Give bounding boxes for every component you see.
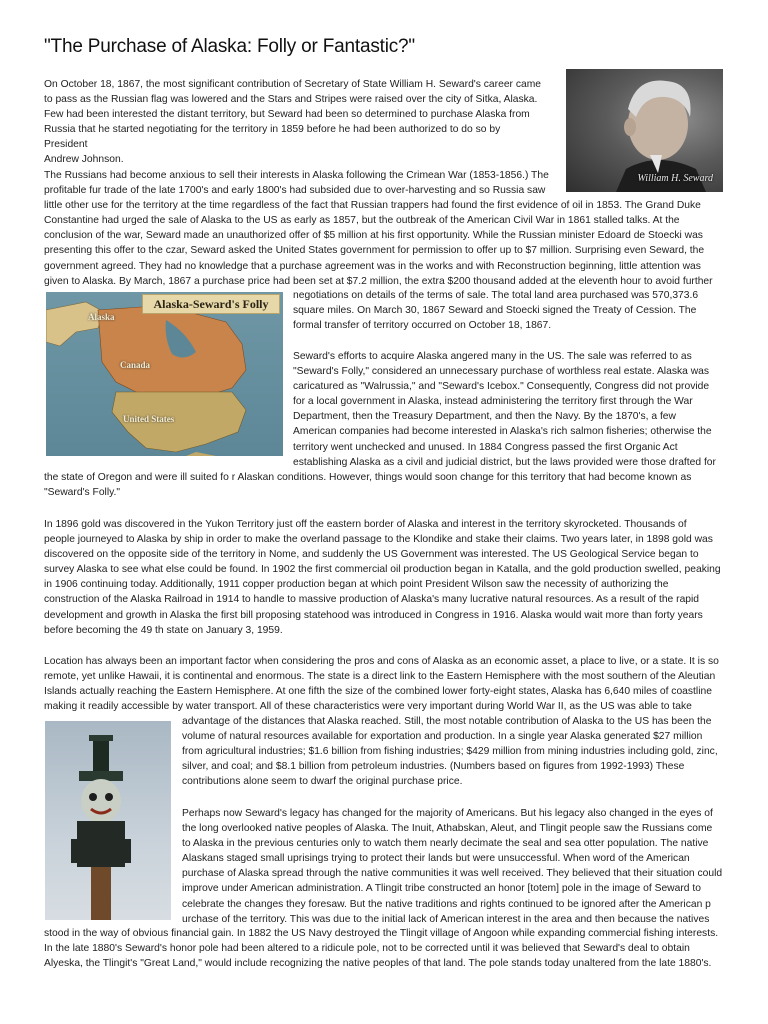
paragraph-oregon-laws (44, 470, 729, 500)
text-line: making it readily accessible by water transport. All of these characteristics were very important during World War II, as the US was able to take (44, 701, 692, 713)
text-line: establishing Alaska as a civil and judicial district, but the laws provided were those drafted for (293, 456, 716, 468)
alaska-map-image (46, 292, 283, 456)
text-line: conclusion of the war, Seward made an unauthorized offer of $5 million at his first opportunity. While the Russian minister Edoard de Stoecki was (44, 230, 703, 242)
paragraph-intro (44, 77, 544, 168)
text-line: "Seward's Folly," considered an unnecessary purchase of worthless real estate. Alaska was (293, 366, 710, 378)
text-line: territory went unchecked and unused. In 1884 Congress passed the first Organic Act (293, 441, 678, 453)
map-label-alaska: Alaska (88, 312, 115, 322)
paragraph-russian-sale (44, 168, 729, 289)
text-line: Constantine had urged the sale of Alaska to the US as early as 1857, but the outbreak of the American Civil War in 1861 stalled talks. At the (44, 215, 680, 227)
text-line: negotiations on details of the terms of sale. The total land area purchased was 570,373.6 (293, 290, 699, 301)
north-america-map-illustration (46, 292, 283, 456)
text-line: silver, and coal; and $8.1 billion from petroleum industries. (Numbers based on figures from 1992-1993) These (182, 761, 685, 773)
text-line: In the late 1880's Seward's honor pole had been altered to a ridicule pole, not to be corrected until it was believed that Seward's deal to obtain (44, 943, 690, 955)
text-line: development and growth in Alaska the first bill proposing statehood was introduced in Congress in 1916. Alaska would wait more than forty years (44, 609, 703, 621)
text-line: The Russians had become anxious to sell their interests in Alaska following the Crimean War (1853-1856.) The (44, 170, 549, 181)
text-line: people journeyed to Alaska by ship in order to make the overland passage to the Klondike and stake their claims. Two years later, in 1898 gold was (44, 534, 713, 546)
text-line: to pass as the Russian flag was lowered and the Stars and Stripes were raised over the city of Sitka, Alaska. (44, 94, 538, 106)
paragraph-native-peoples (182, 806, 727, 927)
text-line: construction of the Alaska Railroad in 1914 to handle to massive production of Alaska's many lucrative natural resources. As a result of the rapid (44, 594, 700, 606)
text-line: remote, yet unlike Hawaii, it is continental and enormous. The state is a direct link to the Eastern Hemisphere with the most southern of the Aleutian (44, 671, 716, 683)
map-label-united-states: United States (123, 414, 175, 424)
text-line: Alaskans staged small uprisings trying to protect their lands but were unsuccessful. When word of the American (182, 853, 690, 865)
paragraph-honor-pole (44, 926, 729, 971)
text-line: advantage of the distances that Alaska reached. Still, the most notable contribution of Alaska to the US has been the (182, 716, 712, 727)
text-line: purchase of Alaska spread through the native communities it was well received. They believed that their situation could (182, 868, 723, 880)
text-line: On October 18, 1867, the most significant contribution of Secretary of State William H. Seward's career came (44, 79, 542, 90)
text-line: presenting this offer to the czar, Seward asked the United States government for permission to offer up to $7 million. Surprising even Seward, the (44, 245, 705, 257)
paragraph-treaty (293, 288, 723, 333)
text-line: Islands actually reaching the Eastern Hemisphere. At one fifth the size of the combined lower forty-eight states, Alaska has 6,640 miles of coastline (44, 686, 712, 698)
text-line: volume of natural resources available for exportation and production. In a single year Alaska generated $27 million (182, 731, 703, 743)
text-line: American companies had become interested in Alaska's rich salmon fisheries; otherwise the (293, 426, 712, 438)
text-line: for a local government in Alaska, instead administering the territory first through the War (293, 396, 693, 408)
text-line: square miles. On March 30, 1867 Seward and Stoecki signed the Treaty of Cession. The (293, 305, 697, 317)
map-label-canada: Canada (120, 360, 151, 370)
text-line: discovered on the opposite side of the territory in Nome, and suddenly the US Government was interested. The US Geological Service began to (44, 549, 699, 561)
text-line: Russia that he started negotiating for the territory in 1859 before he had been authorized to do so by President (44, 124, 501, 151)
text-line: the long overlooked native peoples of Alaska. The Inuit, Athabskan, Aleut, and Tlingit people saw the Russians come (182, 823, 713, 835)
text-line: government agreed. They had no knowledge that a purchase agreement was in the works and with Reconstruction beginning, little attention was (44, 260, 701, 272)
text-line: contributions alone seem to dwarf the original purchase price. (182, 776, 463, 788)
text-line: before becoming the 49 th state on January 3, 1959. (44, 624, 283, 636)
paragraph-location (44, 654, 729, 714)
paragraph-resources (182, 714, 727, 789)
document-title: "The Purchase of Alaska: Folly or Fantastic?" (44, 36, 415, 57)
text-line: Few had been interested the distant territory, but Seward had been so determined to purchase Alaska from (44, 109, 530, 121)
text-line: given to Alaska. By March, 1867 a purchase price had been set at $7.2 million, the extra $200 thousand added at the eleventh hour to avoid further (44, 275, 713, 287)
text-line: survey Alaska to see what else could be found. In 1902 the first commercial oil production began in Katalla, and the gold production swelled, peaking (44, 564, 721, 576)
text-line: Seward's efforts to acquire Alaska angered many in the US. The sale was referred to as (293, 351, 692, 362)
text-line: stood in the way of obvious financial gain. In 1882 the US Navy destroyed the Tlingit village of Angoon while expanding commercial fishing interests. (44, 928, 719, 939)
text-line: Location has always been an important factor when considering the pros and cons of Alaska as an economic asset, a place to live, or a state. It is so (44, 656, 719, 667)
text-line: formal transfer of territory occurred on October 18, 1867. (293, 320, 552, 332)
text-line: "Seward's Folly." (44, 487, 121, 499)
text-line: caricatured as "Walrussia," and "Seward's Icebox." Consequently, Congress did not provide (293, 381, 710, 393)
text-line: the state of Oregon and were ill suited fo r Alaskan conditions. However, things would soon change for this territory that had become known as (44, 472, 692, 483)
text-line: Perhaps now Seward's legacy has changed for the majority of Americans. But his legacy also changed in the eyes of (182, 808, 713, 819)
text-line: to Alaska in the previous centuries only to watch them nearly decimate the seal and sea otter population. The native (182, 838, 709, 850)
totem-pole-image (45, 721, 171, 920)
text-line: urchase of the territory. This was due to the initial lack of American interest in the area and then because the natives (182, 913, 710, 925)
text-line: in 1906 continuing today. Additionally, 1911 copper production began at which point President Wilson saw the necessity of authorizing the (44, 579, 669, 591)
text-line: Department, then the Treasury Department, and then the Navy. By the 1870's, a few (293, 411, 676, 423)
map-title: Alaska-Seward's Folly (142, 294, 280, 314)
text-line: profitable fur trade of the late 1700's and early 1800's had subsided due to over-harvesting and so Russia saw (44, 185, 546, 197)
text-line: Alyeska, the Tlingit's "Great Land," would include recognizing the native peoples of that land. The pole stands today unaltered from the late 1880's. (44, 958, 712, 970)
totem-pole-illustration (45, 721, 171, 920)
text-line: celebrate the changes they foresaw. But the native traditions and rights continued to be ignored after the American p (182, 898, 711, 910)
paragraph-sewards-folly (293, 349, 723, 470)
paragraph-gold-rush (44, 517, 729, 638)
text-line: little other use for the territory at the time regardless of the fact that Russian trappers had found the first evidence of oil in 1853. The Grand Duke (44, 200, 701, 212)
text-line: Andrew Johnson. (44, 154, 124, 166)
text-line: from agricultural industries; $1.6 billion from fishing industries; $429 million from mining industries including gold, zinc, (182, 746, 718, 758)
text-line: improve under American administration. A Tlingit tribe constructed an honor [totem] pole in the image of Seward to (182, 883, 701, 895)
text-line: In 1896 gold was discovered in the Yukon Territory just off the eastern border of Alaska and interest in the territory skyrocketed. Thousands of (44, 519, 687, 530)
portrait-caption: William H. Seward (637, 173, 713, 184)
